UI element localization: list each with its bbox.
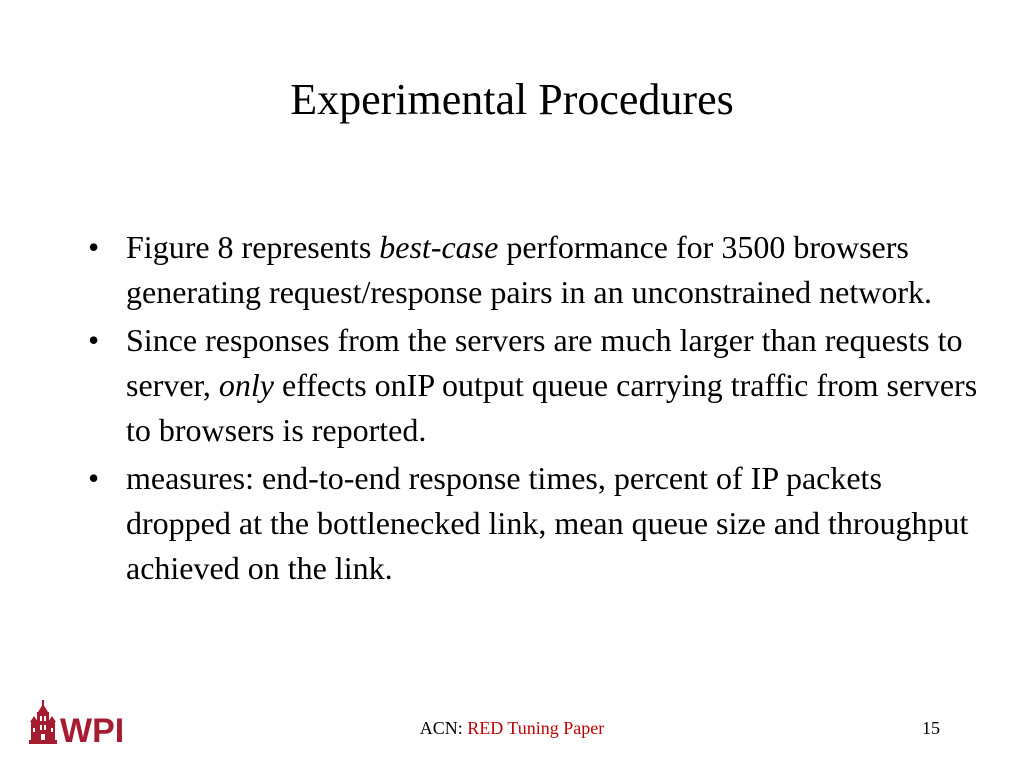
bullet-item — [88, 456, 993, 591]
bullet-text-italic: only — [218, 367, 274, 403]
footer-course: ACN: — [419, 718, 468, 738]
page-number: 15 — [922, 718, 940, 738]
bullet-item — [88, 225, 993, 315]
bullet-text: Since responses from the servers are much larger than requests to server, — [126, 322, 963, 403]
bullet-marker: • — [88, 322, 100, 358]
slide-title: Experimental Procedures — [290, 75, 734, 124]
bullet-list — [88, 225, 993, 594]
bullet-marker: • — [88, 229, 100, 265]
bullet-text: effects onIP output queue carrying traffic from servers to browsers is reported. — [126, 367, 978, 448]
footer-caption — [0, 717, 1024, 739]
bullet-marker: • — [88, 460, 100, 496]
bullet-text: performance for 3500 browsers generating request/response pairs in an unconstrained network. — [126, 229, 932, 310]
paper-link[interactable]: RED Tuning Paper — [467, 718, 605, 738]
wpi-wordmark: WPI — [60, 712, 125, 748]
bullet-item — [88, 318, 993, 453]
bullet-text: measures: end-to-end response times, percent of IP packets dropped at the bottlenecked link, mean queue size and throughput achieved on the link. — [126, 460, 969, 586]
bullet-text-italic: best-case — [379, 229, 499, 265]
bullet-text: Figure 8 represents — [126, 229, 380, 265]
